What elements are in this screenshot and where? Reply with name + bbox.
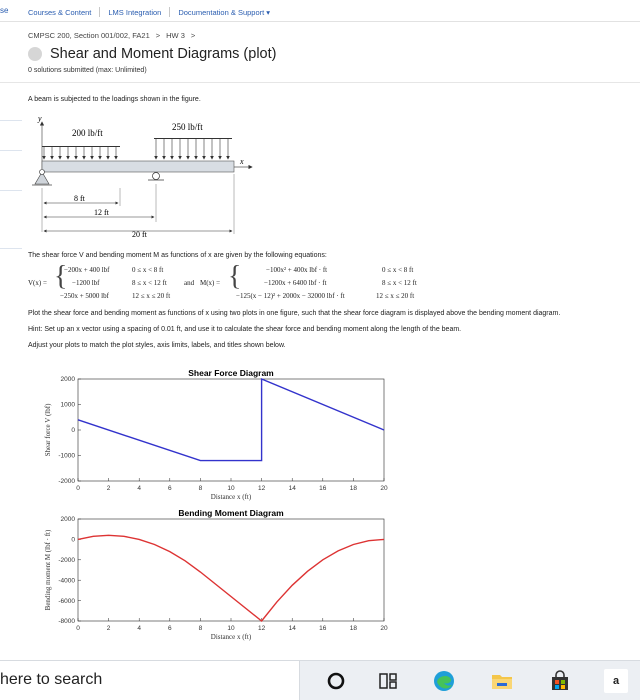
breadcrumb [28,31,195,40]
m-cond-2: 8 ≤ x < 12 ft [382,279,417,287]
roller-support [153,173,160,180]
axis-x-label: x [240,157,244,166]
shear-moment-plots [28,365,398,645]
x-tick-label: 20 [380,625,388,632]
x-tick-label: 10 [227,625,235,632]
page-title: Shear and Moment Diagrams (plot) [50,46,277,62]
y-tick-label: -2000 [58,478,75,486]
m-case-3: −125(x − 12)² + 2000x − 32000 lbf · ft [236,292,345,300]
v-label: V(x) = [28,279,47,287]
distributed-load-200 [42,146,120,147]
file-explorer-icon[interactable] [490,669,514,693]
x-tick-label: 6 [167,625,172,632]
x-tick-label: 16 [319,625,327,632]
nav-link-lms[interactable]: LMS Integration [108,7,162,17]
top-nav [0,0,640,22]
x-axis-label: Distance x (ft) [210,493,252,501]
sidebar-edge [0,248,22,249]
equations: V(x) = { −200x + 400 lbf 0 ≤ x < 8 ft −1200 lbf 8 ≤ x < 12 ft −250x + 5000 lbf 12 ≤ x ≤ 20 ft and M(x) = { −100x² + 400x lbf · ft 0 ≤ x < 8 ft −1200x + 6400 lbf · ft 8 ≤ x < 12 ft −125(x − 12)² + 2000x − 32000 lbf · ft 12 ≤ x ≤ 20 ft [28,261,417,300]
sidebar-edge [0,150,22,151]
x-tick-label: 2 [106,485,111,492]
x-tick-label: 0 [76,625,80,632]
v-cond-3: 12 ≤ x ≤ 20 ft [132,292,171,300]
load-label-200: 200 lb/ft [72,128,103,138]
x-tick-label: 10 [227,485,235,492]
plot-instructions: Plot the shear force and bending moment as functions of x using two plots in one figure, such that the shear force diagram is displayed above the bending moment diagram. [28,310,561,317]
x-tick-label: 0 [76,485,80,492]
dim-20ft: 20 ft [132,230,147,239]
sidebar-edge [0,120,22,121]
hint-text: Hint: Set up an x vector using a spacing of 0.01 ft, and use it to calculate the shear force and bending moment along the length of the beam. [28,326,462,333]
x-axis-label: Distance x (ft) [210,633,252,641]
plot-axes-box [78,519,384,621]
x-tick-label: 14 [288,485,296,492]
y-axis-label: Bending moment M (lbf · ft) [44,529,52,611]
search-placeholder: here to search [0,671,103,688]
microsoft-store-icon[interactable] [548,669,572,693]
nav-link-courses[interactable]: Courses & Content [28,7,92,17]
plot-title: Shear Force Diagram [188,368,274,378]
beam [42,161,234,172]
x-tick-label: 6 [167,485,172,492]
distributed-load-250 [154,138,232,139]
and-word: and [184,279,195,287]
beam-figure [24,110,264,240]
nav-clipped-link[interactable]: se [0,6,9,15]
y-tick-label: 1000 [60,401,75,409]
x-tick-label: 20 [380,485,388,492]
m-label: M(x) = [200,279,221,287]
x-tick-label: 12 [257,485,266,492]
v-cond-2: 8 ≤ x < 12 ft [132,279,167,287]
m-case-1: −100x² + 400x lbf · ft [266,266,328,274]
y-tick-label: -2000 [58,557,75,564]
x-tick-label: 8 [198,625,203,632]
y-tick-label: -8000 [58,618,75,626]
y-tick-label: -4000 [58,577,75,585]
amazon-icon[interactable]: a [604,669,628,693]
adjust-text: Adjust your plots to match the plot styles, axis limits, labels, and titles shown below. [28,342,286,349]
m-case-2: −1200x + 6400 lbf · ft [264,279,327,287]
task-view-icon[interactable] [376,669,400,693]
x-tick-label: 12 [257,625,266,632]
load-arrows-250 [156,139,228,159]
solution-status-icon [28,47,42,61]
y-tick-label: 2000 [60,376,75,384]
m-cond-3: 12 ≤ x ≤ 20 ft [376,292,415,300]
plot-axes-box [78,379,384,481]
x-tick-label: 16 [319,485,327,492]
axis-y-label: y [38,114,42,123]
m-cond-1: 0 ≤ x < 8 ft [382,266,414,274]
plot-title: Bending Moment Diagram [178,508,284,518]
v-case-1: −200x + 400 lbf [64,266,110,274]
x-tick-label: 4 [137,625,142,632]
load-label-250: 250 lb/ft [172,122,203,132]
breadcrumb-hw[interactable]: HW 3 [166,31,185,40]
dim-12ft: 12 ft [94,208,109,217]
load-arrows-200 [44,147,116,159]
nav-link-docs[interactable]: Documentation & Support ▾ [178,7,271,17]
edge-browser-icon[interactable] [432,669,456,693]
x-tick-label: 18 [349,625,358,632]
v-case-3: −250x + 5000 lbf [60,292,109,300]
taskbar [0,660,640,700]
submission-count: 0 solutions submitted (max: Unlimited) [28,67,147,74]
cortana-icon[interactable] [324,669,348,693]
y-tick-label: -1000 [58,452,75,460]
x-tick-label: 2 [106,625,111,632]
x-tick-label: 18 [349,485,358,492]
y-tick-label: 0 [71,536,75,544]
breadcrumb-sep: > [190,31,196,40]
x-tick-label: 14 [288,625,296,632]
equation-intro: The shear force V and bending moment M as functions of x are given by the following equations: [28,252,327,259]
x-tick-label: 4 [137,485,142,492]
y-tick-label: 2000 [60,516,75,524]
y-axis-label: Shear force V (lbf) [44,403,52,457]
x-tick-label: 8 [198,485,203,492]
breadcrumb-course[interactable]: CMPSC 200, Section 001/002, FA21 [28,31,150,40]
problem-prompt: A beam is subjected to the loadings shown in the figure. [28,96,201,103]
v-case-2: −1200 lbf [72,279,100,287]
v-cond-1: 0 ≤ x < 8 ft [132,266,164,274]
y-tick-label: 0 [71,427,75,435]
taskbar-search[interactable] [0,661,300,700]
divider [0,82,640,83]
breadcrumb-sep: > [155,31,161,40]
y-tick-label: -6000 [58,597,75,605]
sidebar-edge [0,190,22,191]
dim-8ft: 8 ft [74,194,85,203]
